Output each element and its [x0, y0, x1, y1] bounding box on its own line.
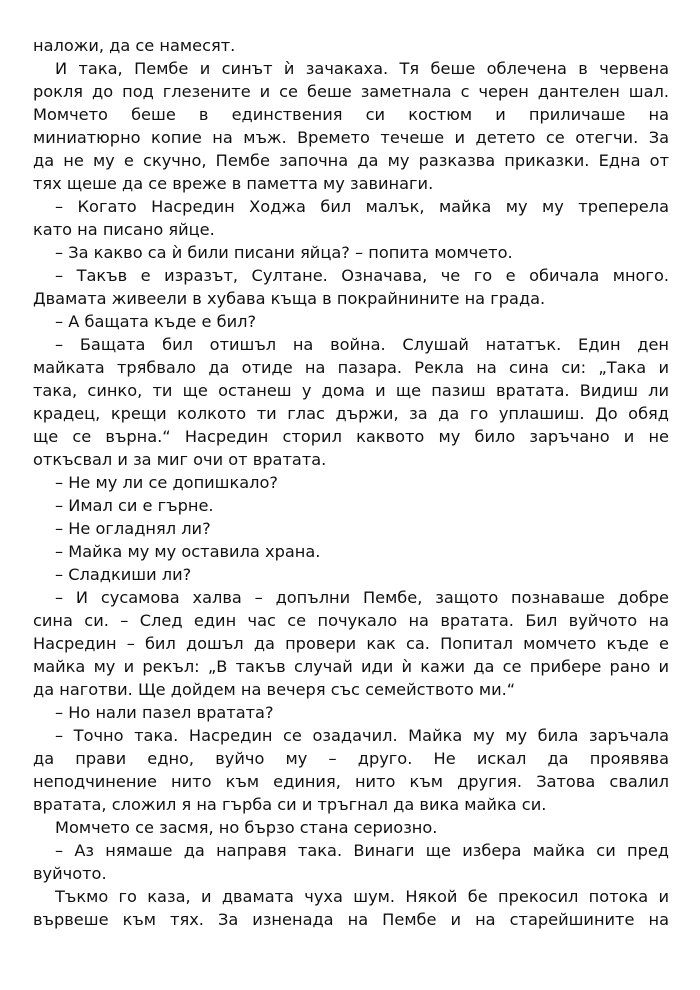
- text-line: наложи, да се намесят.: [33, 36, 236, 55]
- text-line: така, синко, ти ще останеш у дома и ще пазиш вратата. Видиш ли: [33, 381, 669, 400]
- text-line: тях щеше да се вреже в паметта му завинаги.: [33, 174, 434, 193]
- text-line: вървеше към тях. За изненада на Пембе и на старейшините на: [33, 910, 669, 929]
- text-line: – Бащата бил отишъл на война. Слушай нататък. Един ден: [55, 335, 669, 354]
- text-line: откъсвал и за миг очи от вратата.: [33, 450, 327, 469]
- text-line: миниатюрно копие на мъж. Времето течеше и детето се отегчи. За: [33, 128, 669, 147]
- text-line: да не му е скучно, Пембе започна да му разказва приказки. Една от: [33, 151, 669, 170]
- text-line: – И сусамова халва – допълни Пембе, защото познаваше добре: [55, 588, 669, 607]
- text-line: – Но нали пазел вратата?: [55, 703, 274, 722]
- text-line: И така, Пембе и синът ѝ зачакаха. Тя беше облечена в червена: [55, 59, 669, 78]
- text-line: да прави едно, вуйчо му – друго. Не искал да проявява: [33, 749, 669, 768]
- text-line: като на писано яйце.: [33, 220, 215, 239]
- text-line: ще се върна.“ Насредин сторил каквото му било заръчано и не: [33, 427, 669, 446]
- text-line: Двамата живеели в хубава къща в покрайнините на града.: [33, 289, 546, 308]
- text-line: майка му и рекъл: „В такъв случай иди ѝ кажи да се прибере рано и: [33, 657, 669, 676]
- text-line: Момчето беше в единствения си костюм и приличаше на: [33, 105, 669, 124]
- text-line: – А бащата къде е бил?: [55, 312, 257, 331]
- text-line: рокля до под глезените и се беше заметнала с черен дантелен шал.: [33, 82, 669, 101]
- text-line: – Когато Насредин Ходжа бил малък, майка му му треперела: [55, 197, 669, 216]
- text-line: – Такъв е изразът, Султане. Означава, че го е обичала много.: [55, 266, 669, 285]
- text-line: вратата, сложил я на гърба си и тръгнал да вика майка си.: [33, 795, 547, 814]
- text-line: вуйчото.: [33, 864, 107, 883]
- text-line: – Не му ли се допишкало?: [55, 473, 279, 492]
- text-line: да наготви. Ще дойдем на вечеря със семейството ми.“: [33, 680, 516, 699]
- text-line: Тъкмо го каза, и двамата чуха шум. Някой бе прекосил потока и: [55, 887, 669, 906]
- body-text: [33, 34, 669, 931]
- text-line: – Имал си е гърне.: [55, 496, 214, 515]
- text-line: – Майка му му оставила храна.: [55, 542, 321, 561]
- text-line: Насредин – бил дошъл да провери как са. Попитал момчето къде е: [33, 634, 669, 653]
- text-line: – Не огладнял ли?: [55, 519, 211, 538]
- text-line: – За какво са ѝ били писани яйца? – попита момчето.: [55, 243, 513, 262]
- text-line: – Аз нямаше да направя така. Винаги ще избера майка си пред: [55, 841, 669, 860]
- text-line: неподчинение нито към единия, нито към другия. Затова свалил: [33, 772, 669, 791]
- text-line: майката трябвало да отиде на пазара. Рекла на сина си: „Така и: [33, 358, 669, 377]
- text-line: – Сладкиши ли?: [55, 565, 192, 584]
- text-line: Момчето се засмя, но бързо стана сериозно.: [55, 818, 438, 837]
- text-line: крадец, крещи колкото ти глас държи, за да го уплашиш. До обяд: [33, 404, 669, 423]
- text-line: – Точно така. Насредин се озадачил. Майка му му била заръчала: [55, 726, 669, 745]
- text-line: сина си. – След един час се почукало на вратата. Бил вуйчото на: [33, 611, 669, 630]
